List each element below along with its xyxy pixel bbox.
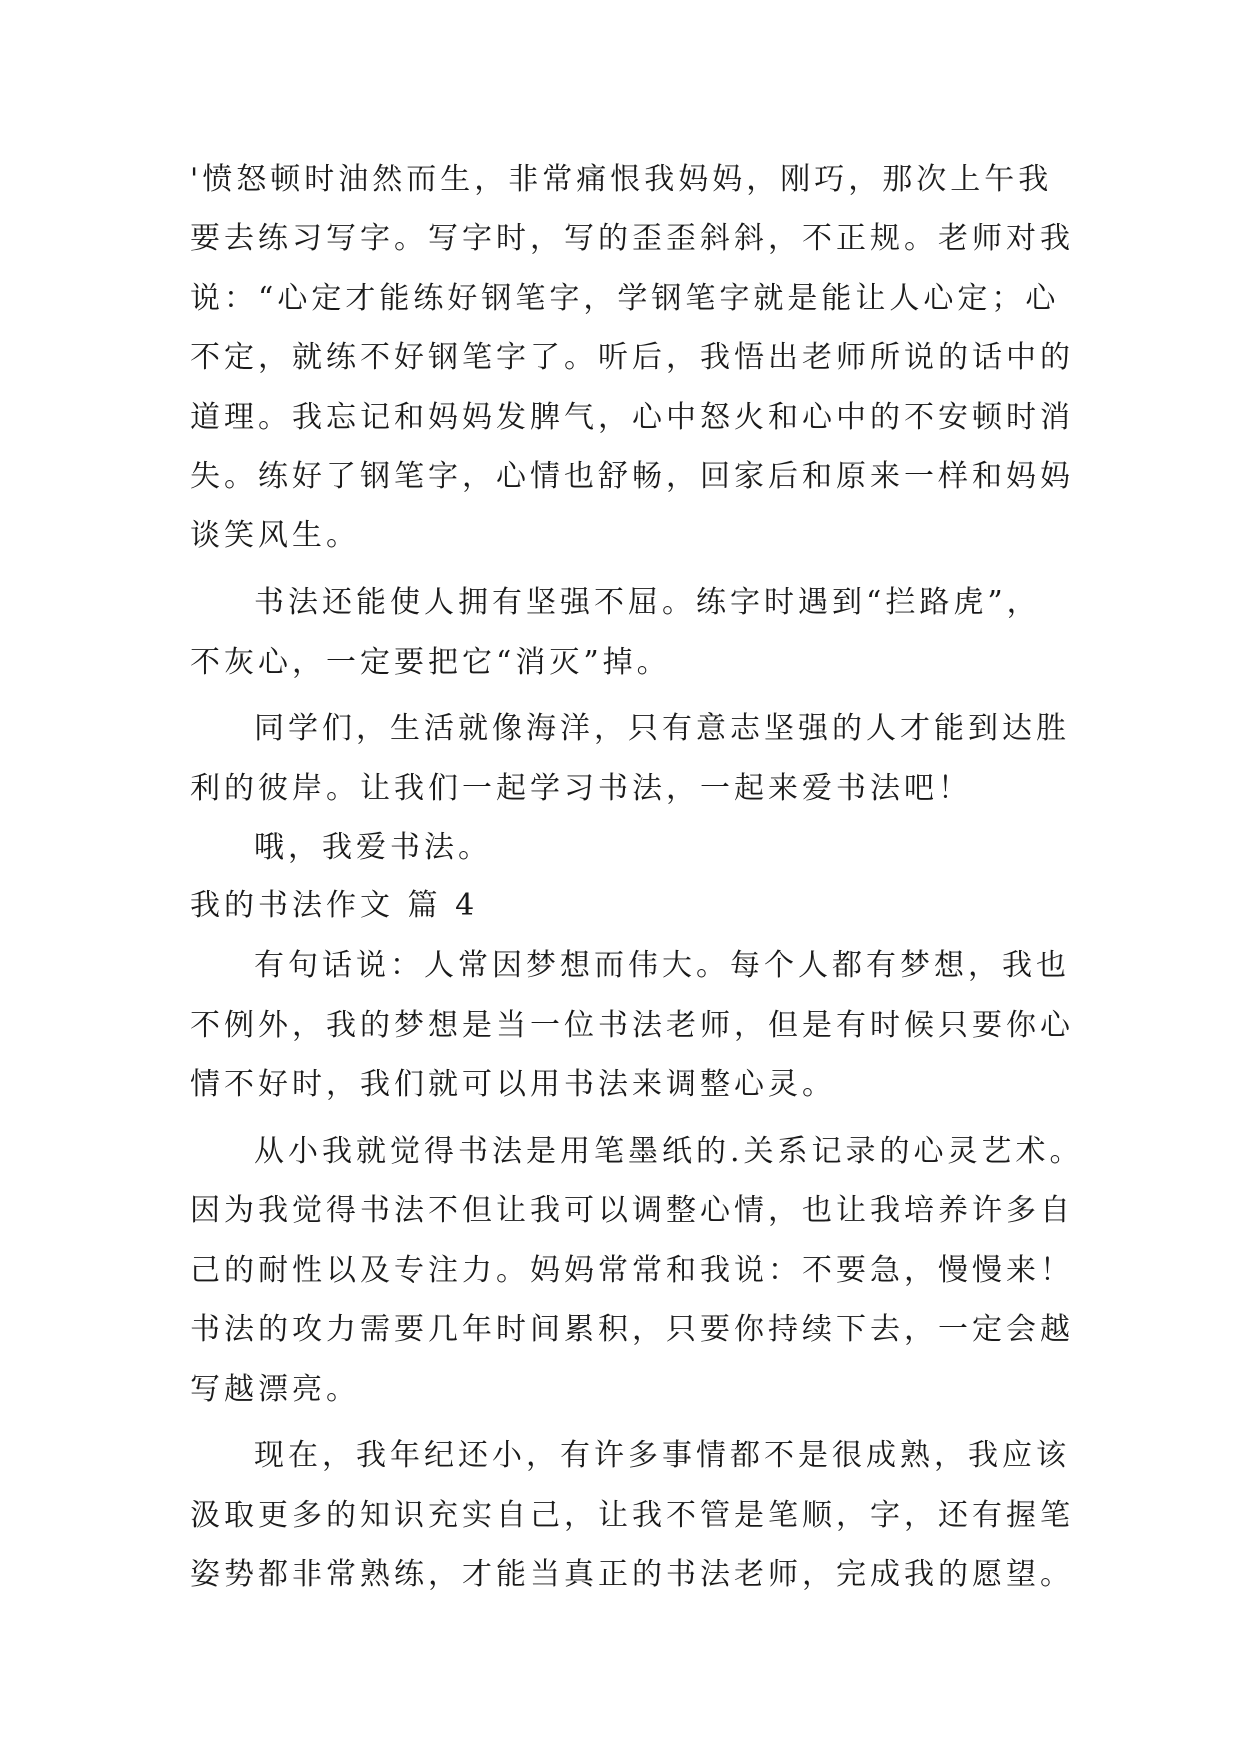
text-line: 己的耐性以及专注力。妈妈常常和我说：不要急，慢慢来！	[190, 1253, 1074, 1288]
text-line: 姿势都非常熟练，才能当真正的书法老师，完成我的愿望。	[190, 1557, 1074, 1592]
text-line: 利的彼岸。让我们一起学习书法，一起来爱书法吧！	[190, 771, 972, 806]
paragraph-first-line: 同学们，生活就像海洋，只有意志坚强的人才能到达胜	[254, 711, 1070, 746]
paragraph-first-line: 哦，我爱书法。	[254, 830, 492, 865]
paragraph-first-line: 现在，我年纪还小，有许多事情都不是很成熟，我应该	[254, 1438, 1070, 1473]
text-line: 不定，就练不好钢笔字了。听后，我悟出老师所说的话中的	[190, 340, 1074, 375]
paragraph-first-line: 从小我就觉得书法是用笔墨纸的.关系记录的心灵艺术。	[254, 1134, 1084, 1169]
text-line: '愤怒顿时油然而生，非常痛恨我妈妈，刚巧，那次上午我	[190, 162, 1053, 197]
text-line: 道理。我忘记和妈妈发脾气，心中怒火和心中的不安顿时消	[190, 400, 1074, 435]
text-line: 不灰心，一定要把它“消灭”掉。	[190, 645, 671, 680]
text-line: 情不好时，我们就可以用书法来调整心灵。	[190, 1067, 836, 1102]
text-line: 不例外，我的梦想是当一位书法老师，但是有时候只要你心	[190, 1008, 1074, 1043]
text-line: 因为我觉得书法不但让我可以调整心情，也让我培养许多自	[190, 1193, 1074, 1228]
text-line: 谈笑风生。	[190, 518, 360, 553]
section-heading: 我的书法作文 篇 4	[190, 888, 479, 923]
text-line: 书法的攻力需要几年时间累积，只要你持续下去，一定会越	[190, 1312, 1074, 1347]
text-line: 失。练好了钢笔字，心情也舒畅，回家后和原来一样和妈妈	[190, 459, 1074, 494]
text-line: 说：“心定才能练好钢笔字，学钢笔字就是能让人心定；心	[190, 281, 1060, 316]
text-line: 写越漂亮。	[190, 1372, 360, 1407]
text-line: 要去练习写字。写字时，写的歪歪斜斜，不正规。老师对我	[190, 221, 1074, 256]
paragraph-first-line: 有句话说：人常因梦想而伟大。每个人都有梦想，我也	[254, 948, 1070, 983]
paragraph-first-line: 书法还能使人拥有坚强不屈。练字时遇到“拦路虎”，	[254, 585, 1041, 620]
text-line: 汲取更多的知识充实自己，让我不管是笔顺，字，还有握笔	[190, 1498, 1074, 1533]
